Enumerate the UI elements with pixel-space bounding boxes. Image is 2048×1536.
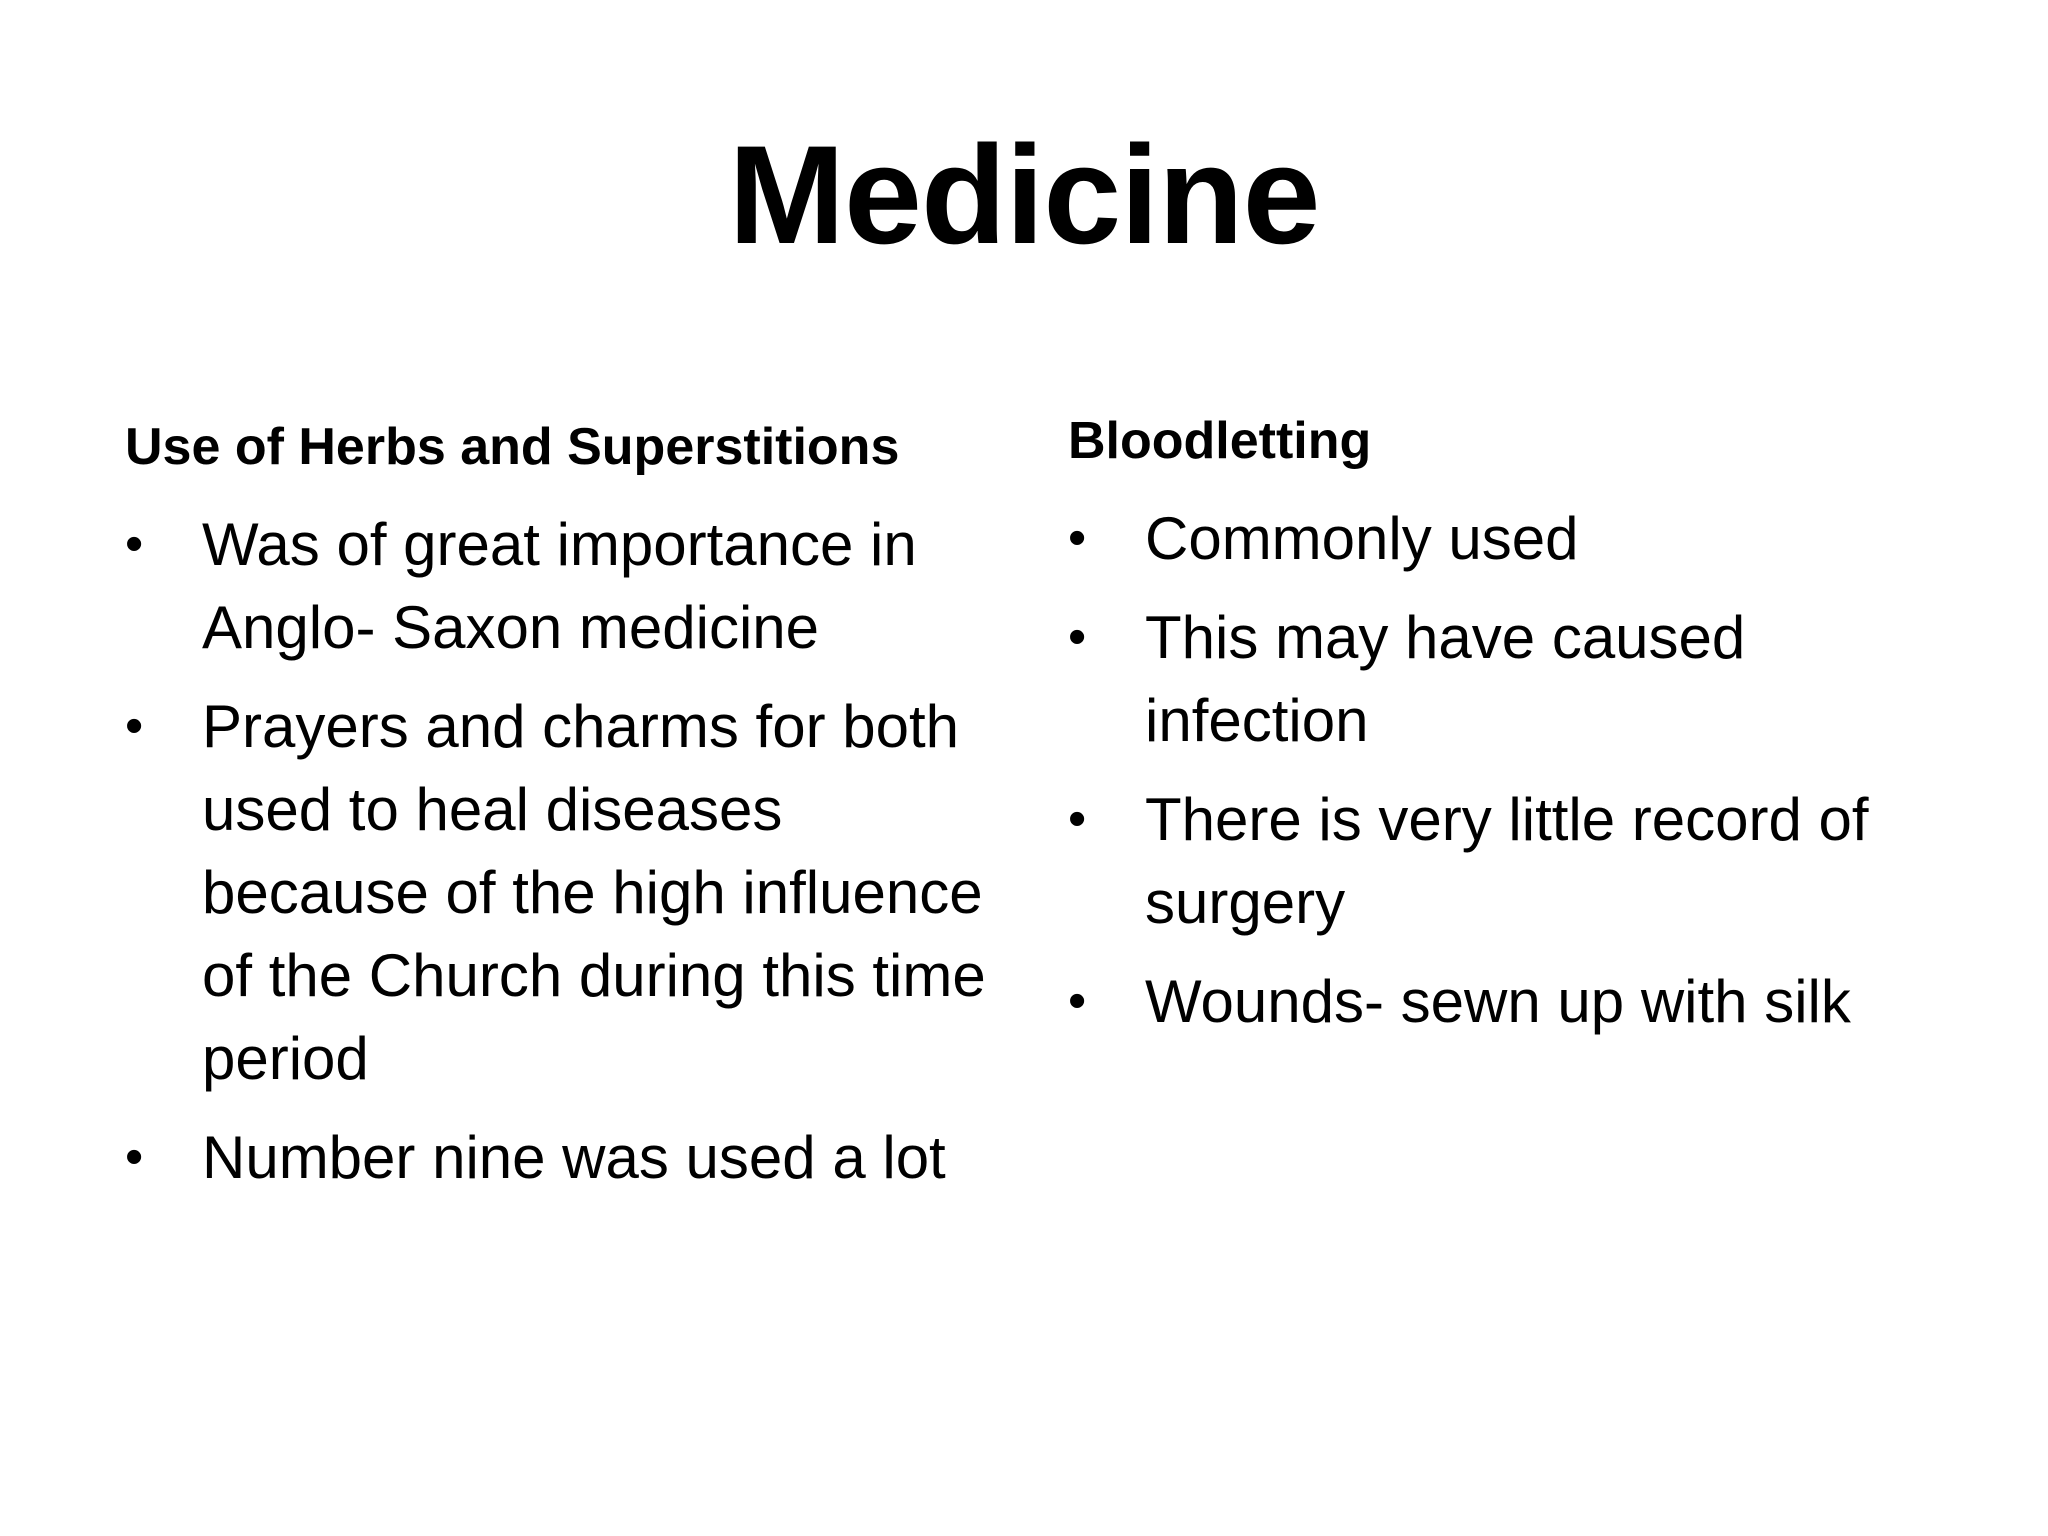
left-heading: Use of Herbs and Superstitions	[125, 418, 900, 476]
list-item-text: Was of great importance in Anglo- Saxon medicine	[202, 511, 917, 661]
list-item-text: This may have caused infection	[1145, 604, 1746, 754]
bullet-icon: •	[1068, 972, 1087, 1030]
list-item-text: Number nine was used a lot	[202, 1124, 946, 1191]
list-item	[125, 685, 1005, 1100]
list-item	[1068, 778, 1948, 944]
list-item	[125, 503, 1005, 669]
right-bullet-list	[1068, 497, 1948, 1043]
list-item	[1068, 596, 1948, 762]
left-bullet-list	[125, 503, 1005, 1199]
list-item-text: Wounds- sewn up with silk	[1145, 968, 1851, 1035]
right-column	[1068, 405, 1948, 1059]
left-column	[125, 405, 1005, 1215]
list-item-text: Prayers and charms for both used to heal diseases because of the high influence of the Church during this time period	[202, 693, 986, 1092]
list-item	[1068, 960, 1948, 1043]
bullet-icon: •	[125, 1128, 144, 1186]
bullet-icon: •	[125, 697, 144, 755]
bullet-icon: •	[1068, 790, 1087, 848]
bullet-icon: •	[1068, 608, 1087, 666]
slide-title: Medicine	[728, 116, 1320, 273]
list-item	[1068, 497, 1948, 580]
bullet-icon: •	[125, 515, 144, 573]
list-item-text: Commonly used	[1145, 505, 1579, 572]
right-heading: Bloodletting	[1068, 412, 1372, 470]
bullet-icon: •	[1068, 509, 1087, 567]
list-item-text: There is very little record of surgery	[1145, 786, 1869, 936]
list-item	[125, 1116, 1005, 1199]
